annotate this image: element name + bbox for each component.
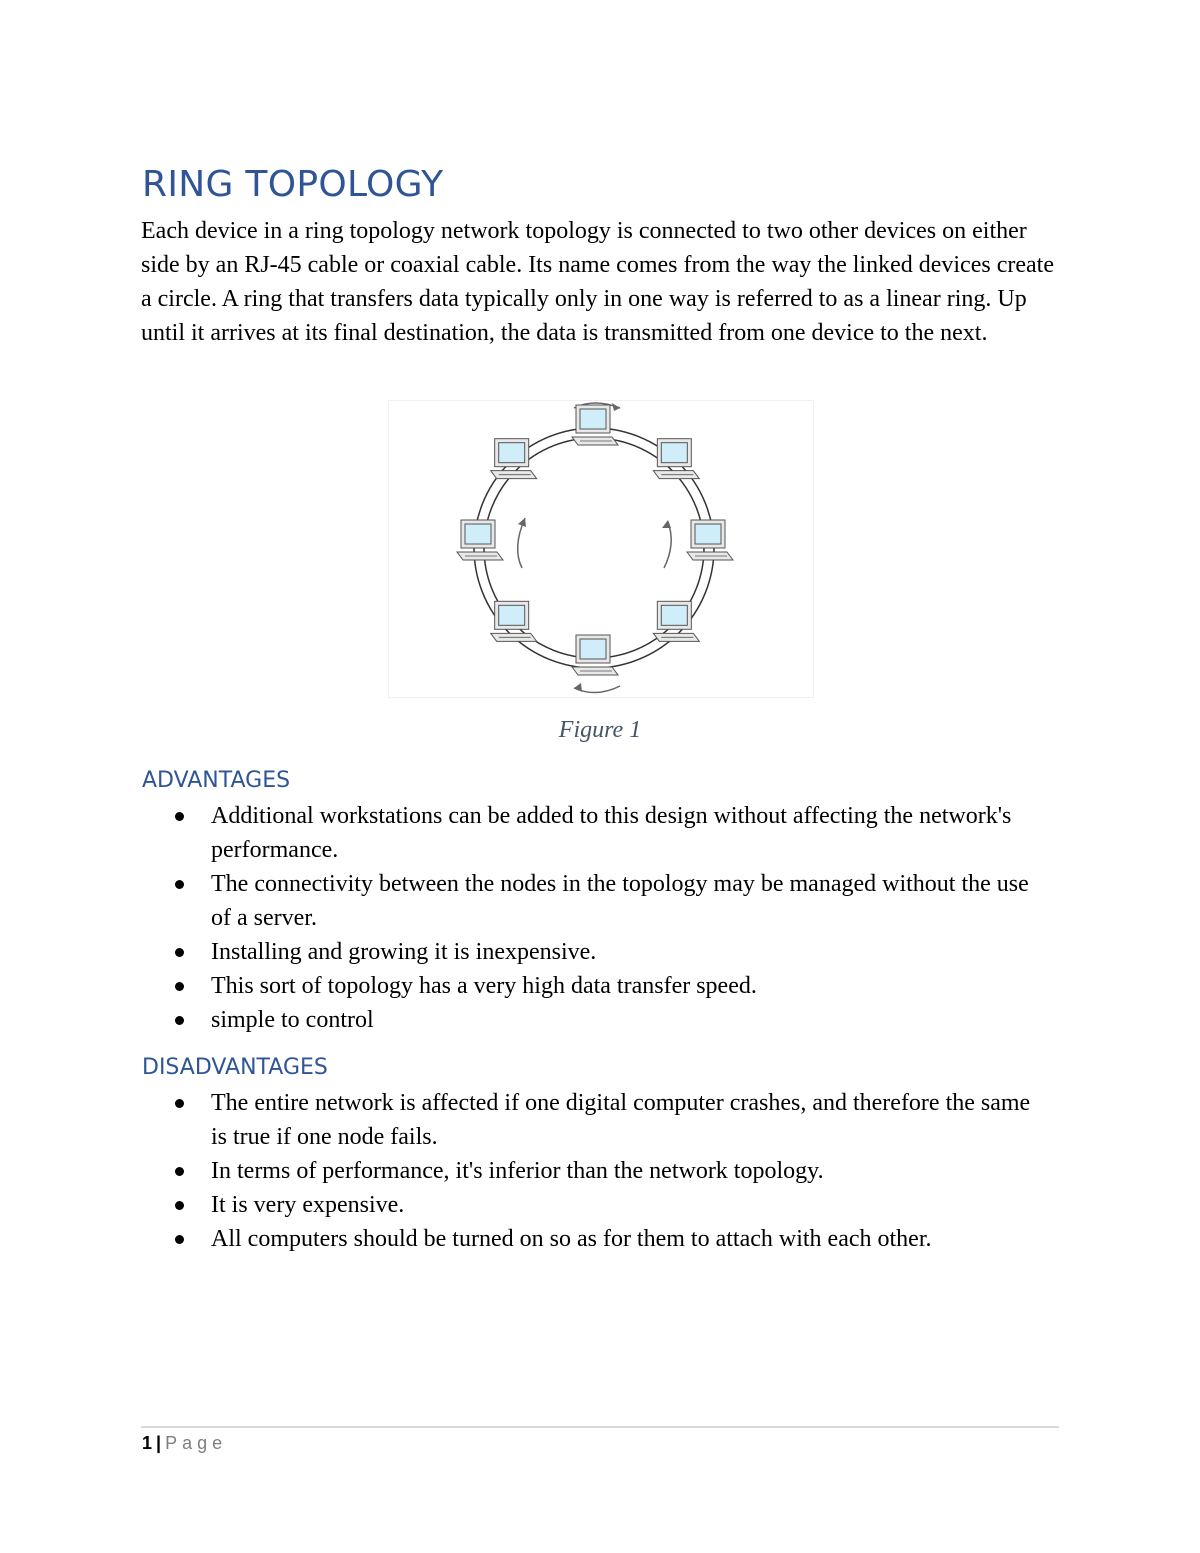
advantages-list [172,799,1052,1037]
bullet-icon [175,1016,184,1025]
page-label: Page [165,1433,228,1453]
list-item: The entire network is affected if one digital computer crashes, and therefore the same is true if one node fails. [172,1086,1052,1154]
bullet-icon [175,1167,184,1176]
list-item: It is very expensive. [172,1188,1052,1222]
bullet-icon [175,1099,184,1108]
list-item: In terms of performance, it's inferior than the network topology. [172,1154,1052,1188]
advantages-heading: ADVANTAGES [142,768,291,793]
footer-divider [141,1426,1059,1428]
list-item: Additional workstations can be added to this design without affecting the network's performance. [172,799,1052,867]
list-item: This sort of topology has a very high data transfer speed. [172,969,1052,1003]
bullet-icon [175,812,184,821]
list-item: All computers should be turned on so as for them to attach with each other. [172,1222,1052,1256]
bullet-icon [175,948,184,957]
bullet-icon [175,982,184,991]
disadvantages-heading: DISADVANTAGES [142,1055,328,1080]
bullet-icon [175,1235,184,1244]
figure-caption: Figure 1 [558,717,642,743]
disadvantages-list [172,1086,1052,1256]
intro-paragraph: Each device in a ring topology network topology is connected to two other devices on either side by an RJ-45 cable or coaxial cable. Its name comes from the way the linked devices create a circle. A ring that transfers data typically only in one way is referred to as a linear ring. Up until it arrives at its final destination, the data is transmitted from one device to the next. [141,218,1054,346]
bullet-icon [175,880,184,889]
page-footer [142,1433,227,1454]
list-item: Installing and growing it is inexpensive. [172,935,1052,969]
bullet-icon [175,1201,184,1210]
page-number: 1 [142,1433,153,1453]
list-item: simple to control [172,1003,1052,1037]
footer-separator: | [156,1433,162,1453]
list-item: The connectivity between the nodes in the topology may be managed without the use of a server. [172,867,1052,935]
ring-topology-diagram [388,400,814,698]
page-title: RING TOPOLOGY [142,164,444,205]
